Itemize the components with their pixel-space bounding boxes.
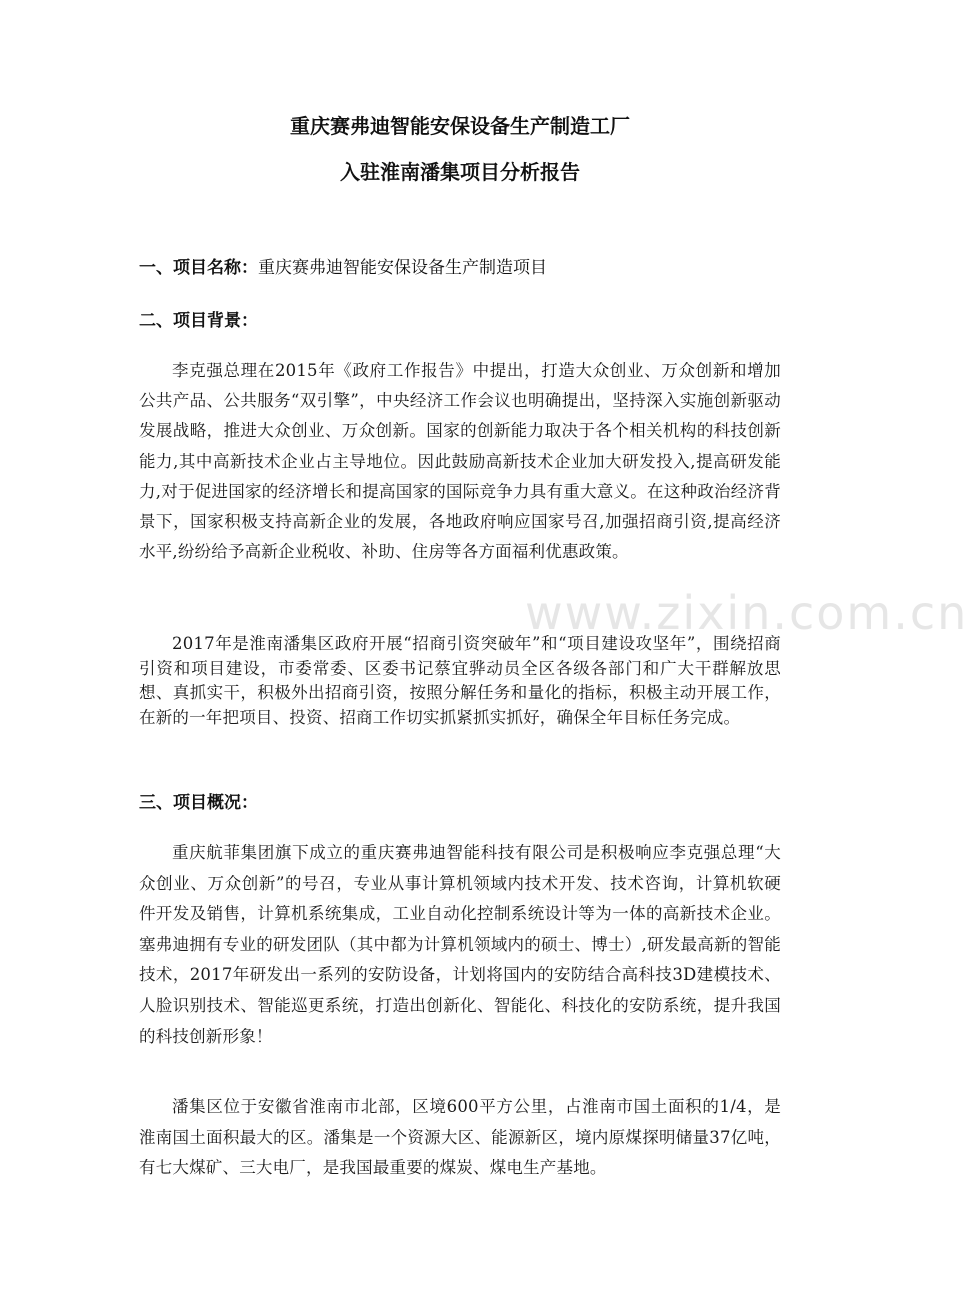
background-paragraph-1: 李克强总理在2015年《政府工作报告》中提出，打造大众创业、万众创新和增加公共产品、公共服务“双引擎”，中央经济工作会议也明确提出，坚持深入实施创新驱动发展战略，推进大众创业、万众创新。国家的创新能力取决于各个相关机构的科技创新能力,其中高新技术企业占主导地位。因此鼓励高新技术企业加大研发投入,提高研发能力,对于促进国家的经济增长和提高国家的国际竞争力具有重大意义。在这种政治经济背景下，国家积极支持高新企业的发展，各地政府响应国家号召,加强招商引资,提高经济水平,纷纷给予高新企业税收、补助、住房等各方面福利优惠政策。: [139, 361, 781, 562]
section-project-background: [139, 306, 258, 331]
section-project-overview: [139, 788, 258, 813]
section-project-background-label: 二、项目背景：: [139, 311, 258, 331]
document-title-line1: 重庆赛弗迪智能安保设备生产制造工厂: [290, 114, 630, 138]
section-project-overview-label: 三、项目概况：: [139, 793, 258, 813]
section-project-name-value: 重庆赛弗迪智能安保设备生产制造项目: [258, 258, 547, 278]
overview-paragraph-1: 重庆航菲集团旗下成立的重庆赛弗迪智能科技有限公司是积极响应李克强总理“大众创业、万众创新”的号召，专业从事计算机领域内技术开发、技术咨询，计算机软硬件开发及销售，计算机系统集成，工业自动化控制系统设计等为一体的高新技术企业。塞弗迪拥有专业的研发团队（其中都为计算机领域内的硕士、博士）,研发最高新的智能技术，2017年研发出一系列的安防设备，计划将国内的安防结合高科技3D建模技术、人脸识别技术、智能巡更系统，打造出创新化、智能化、科技化的安防系统，提升我国的科技创新形象！: [139, 843, 781, 1046]
section-project-name-label: 一、项目名称：: [139, 258, 258, 278]
section-project-name: [139, 253, 547, 278]
document-title-line2: 入驻淮南潘集项目分析报告: [340, 160, 580, 184]
watermark: www.zixin.com.cn: [525, 586, 968, 640]
background-paragraph-2: 2017年是淮南潘集区政府开展“招商引资突破年”和“项目建设攻坚年”，围绕招商引资和项目建设，市委常委、区委书记蔡宜骅动员全区各级各部门和广大干群解放思想、真抓实干，积极外出招商引资，按照分解任务和量化的指标，积极主动开展工作，在新的一年把项目、投资、招商工作切实抓紧抓实抓好，确保全年目标任务完成。: [139, 634, 781, 727]
overview-paragraph-2: 潘集区位于安徽省淮南市北部，区境600平方公里，占淮南市国土面积的1/4，是淮南国土面积最大的区。潘集是一个资源大区、能源新区，境内原煤探明储量37亿吨，有七大煤矿、三大电厂，是我国最重要的煤炭、煤电生产基地。: [139, 1097, 781, 1178]
